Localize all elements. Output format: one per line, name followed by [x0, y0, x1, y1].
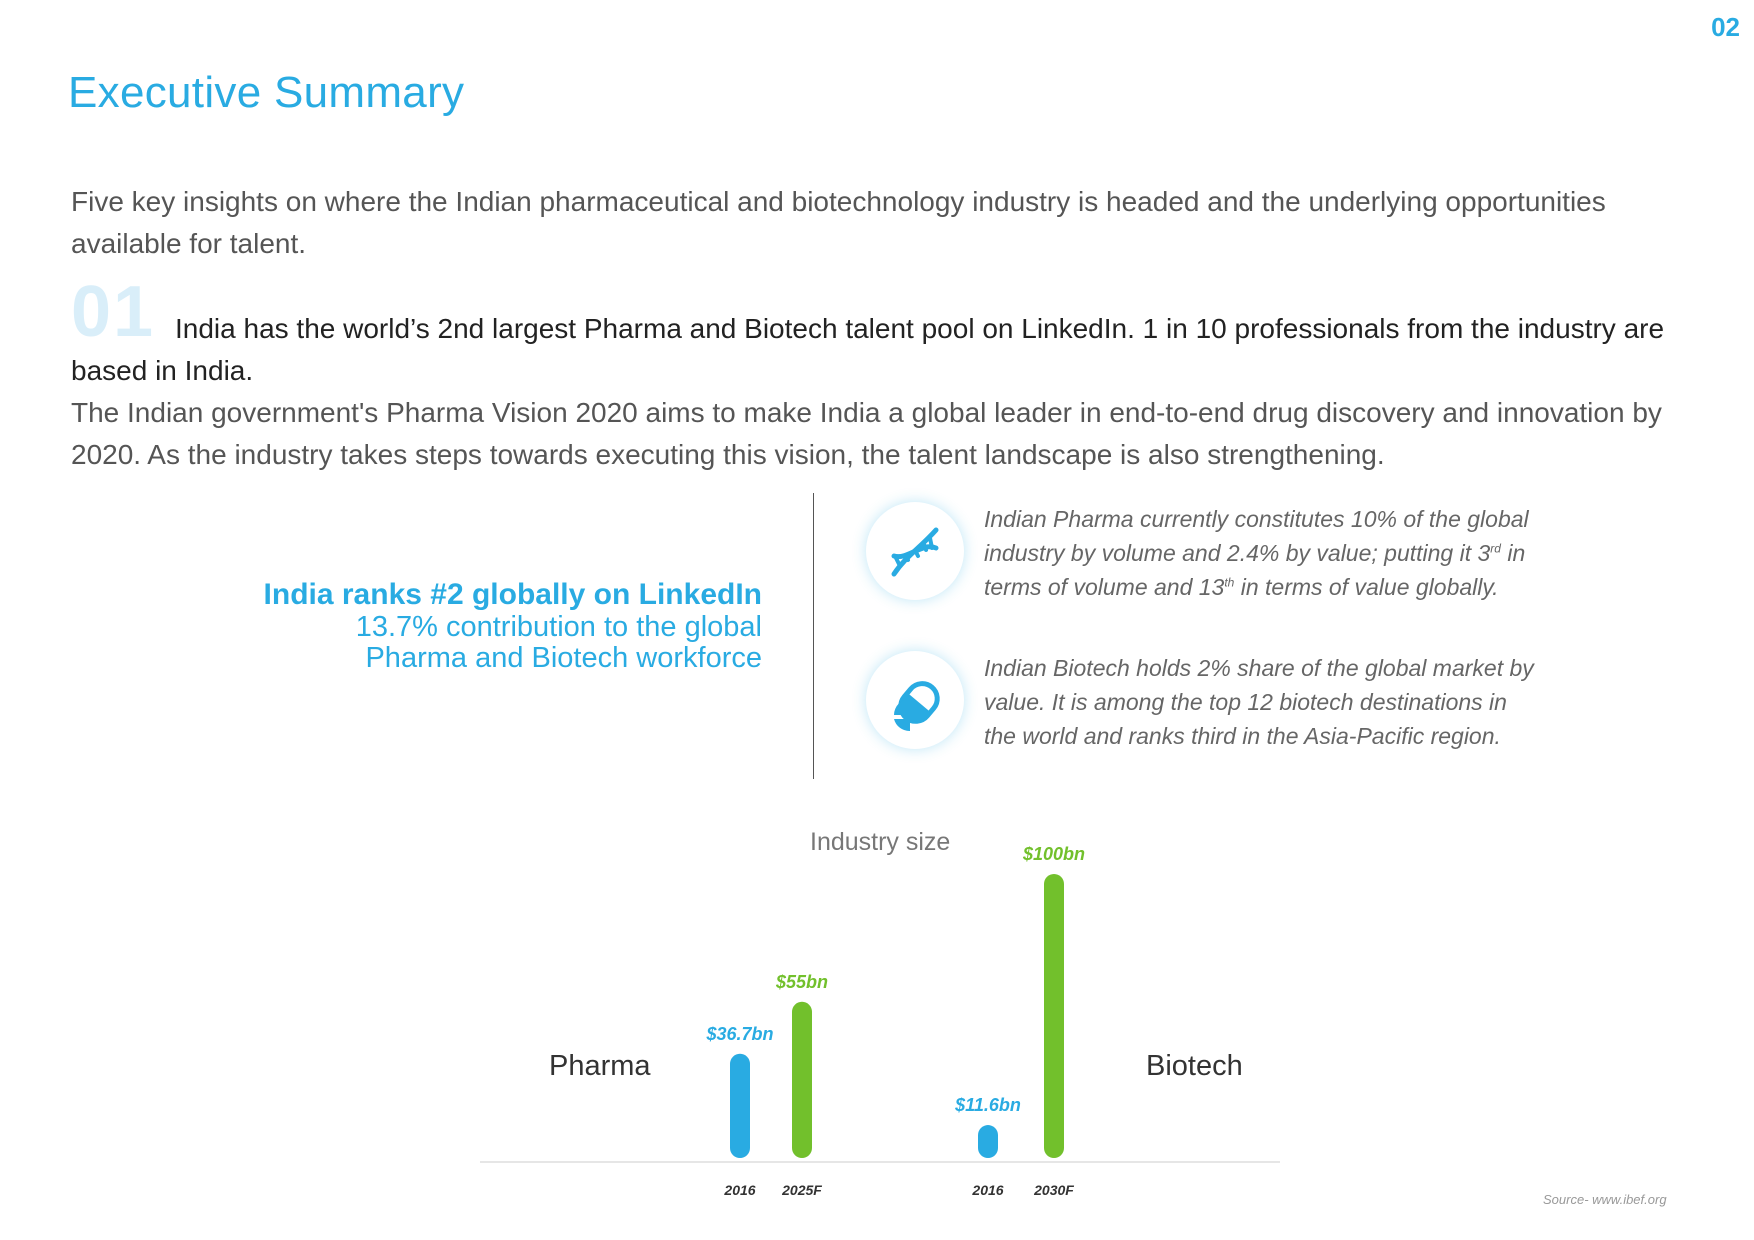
chart-title: Industry size	[810, 828, 951, 856]
source-note: Source- www.ibef.org	[1543, 1192, 1667, 1207]
data-label-biotech-2030f: $100bn	[1022, 844, 1086, 864]
page-title: Executive Summary	[68, 68, 465, 117]
bar-pharma-2016	[730, 1054, 750, 1158]
group-label-biotech: Biotech	[1146, 1050, 1243, 1082]
data-label-pharma-2016: $36.7bn	[706, 1023, 774, 1044]
fact-biotech-text: Indian Biotech holds 2% share of the global market by value. It is among the top 12 biotech destinations in the world and ranks third in the Asia-Pacific region.	[984, 655, 1534, 749]
dna-icon	[866, 502, 964, 600]
rank-line-1: 13.7% contribution to the global	[355, 611, 762, 643]
group-label-pharma: Pharma	[549, 1050, 651, 1082]
rank-line-2: Pharma and Biotech workforce	[365, 642, 762, 674]
industry-size-chart	[440, 840, 1300, 1220]
tick-label-biotech-2016: 2016	[972, 1182, 1004, 1198]
rank-callout	[264, 578, 762, 674]
insight-number: 01	[71, 272, 156, 352]
rank-headline: India ranks #2 globally on LinkedIn	[263, 578, 762, 611]
bar-biotech-2016	[978, 1125, 998, 1158]
insight-headline: India has the world’s 2nd largest Pharma and Biotech talent pool on LinkedIn. 1 in 10 professionals from the industry are based in India.	[71, 313, 1665, 386]
insight-01	[71, 272, 1711, 392]
fact-pharma-text: Indian Pharma currently constitutes 10% of the global industry by volume and 2.4% by value; putting it 3rd in terms of volume and 13th in terms of value globally.	[984, 506, 1529, 600]
tick-label-pharma-2025f: 2025F	[782, 1182, 822, 1198]
insight-body: The Indian government's Pharma Vision 2020 aims to make India a global leader in end-to-end drug discovery and innovation by 2020. As the industry takes steps towards executing this vision, the talent landscape is also strengthening.	[71, 397, 1662, 470]
data-label-biotech-2016: $11.6bn	[955, 1095, 1021, 1116]
tick-label-pharma-2016: 2016	[724, 1182, 756, 1198]
data-label-pharma-2025f: $55bn	[775, 971, 829, 992]
intro-paragraph: Five key insights on where the Indian pharmaceutical and biotechnology industry is headed and the underlying opportunities available for talent.	[71, 186, 1606, 259]
page-number: 02	[1711, 12, 1740, 42]
bar-pharma-2025f	[792, 1002, 812, 1158]
bar-biotech-2030f	[1044, 874, 1064, 1158]
tick-label-biotech-2030f: 2030F	[1034, 1182, 1074, 1198]
vertical-divider	[813, 493, 814, 779]
pill-capsule-icon	[866, 651, 964, 749]
